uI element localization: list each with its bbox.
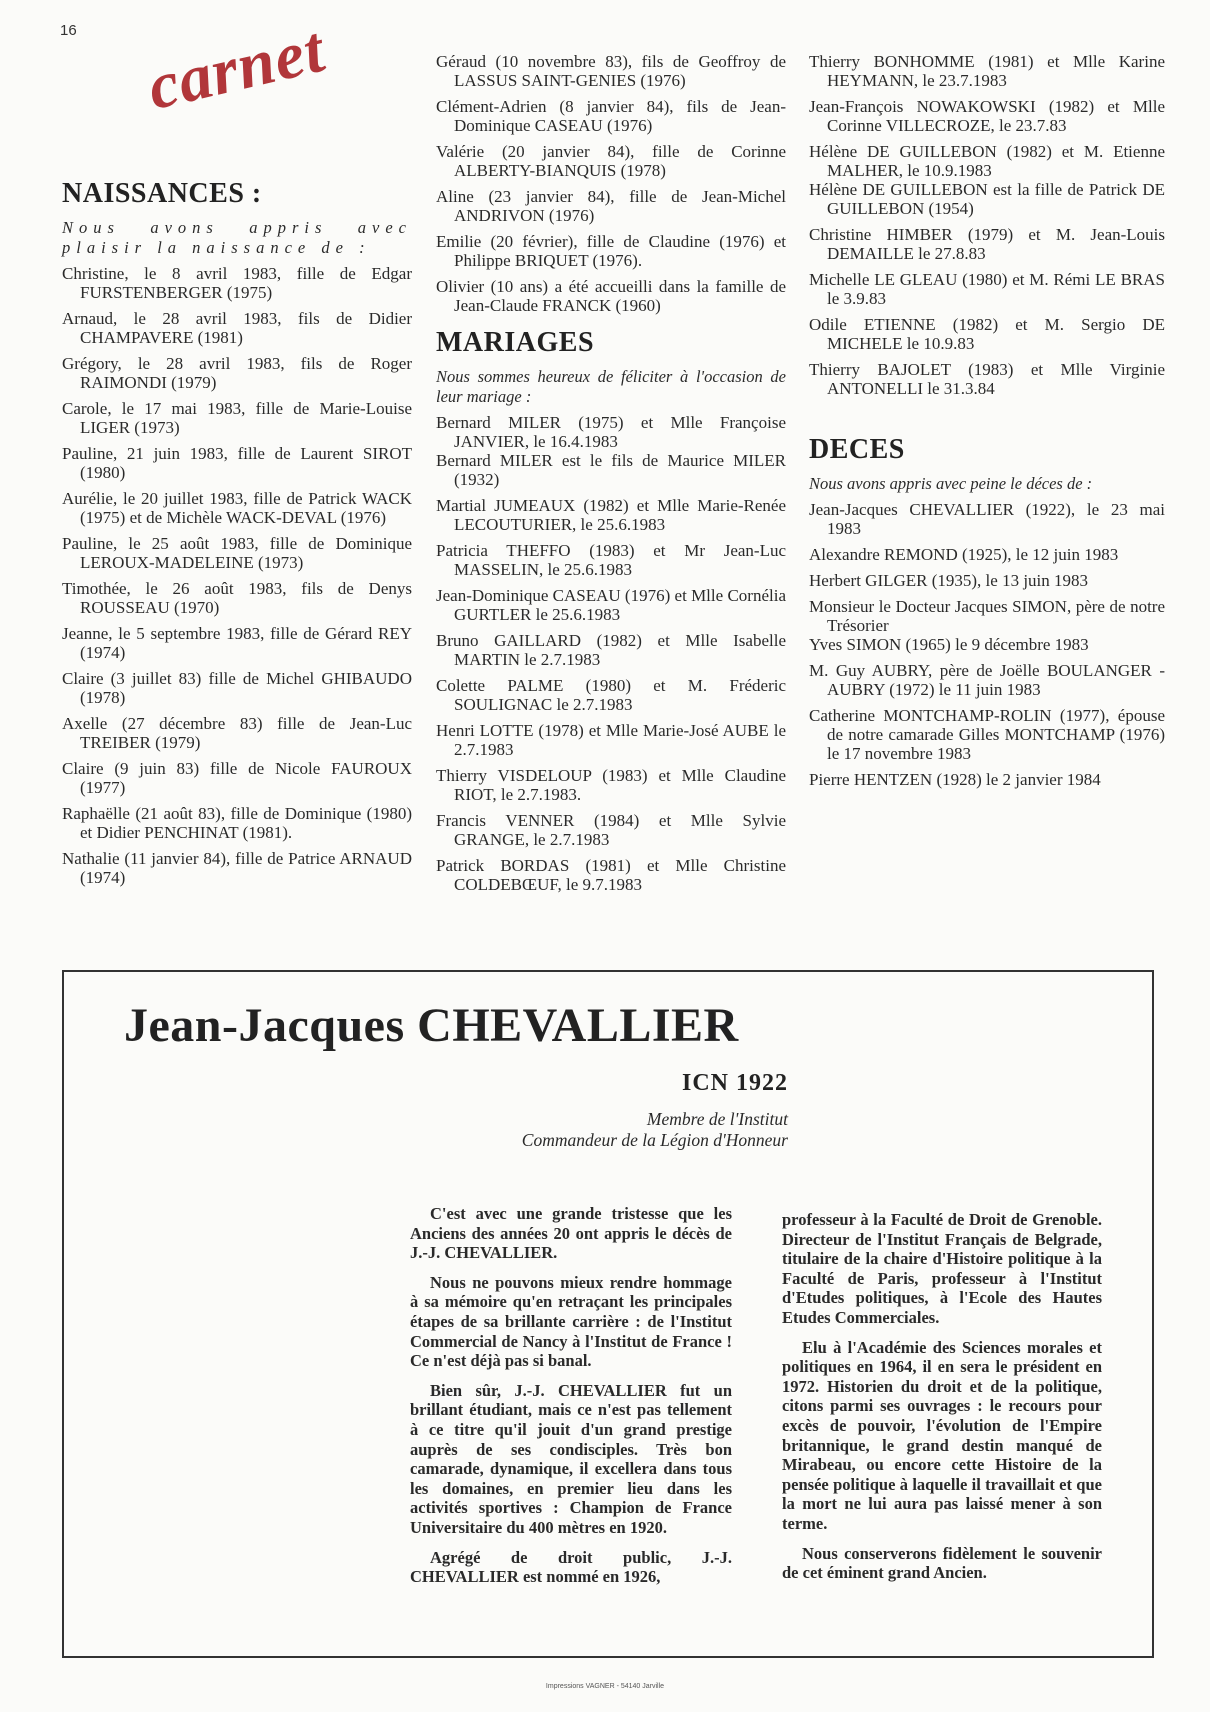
list-item [809,142,1165,218]
list-item [809,270,1165,308]
entry-note: Yves SIMON (1965) le 9 décembre 1983 [809,635,1089,654]
entry-text: Carole, le 17 mai 1983, fille de Marie-Louise LIGER (1973) [62,399,412,437]
entry-text: Bruno GAILLARD (1982) et Mlle Isabelle MARTIN le 2.7.1983 [436,631,786,669]
entry-text: Francis VENNER (1984) et Mlle Sylvie GRANGE, le 2.7.1983 [436,811,786,849]
list-item [62,849,412,887]
list-item [62,354,412,392]
list-item [809,545,1165,564]
heading-naissances: NAISSANCES : [62,178,262,209]
list-item [62,444,412,482]
heading-deces: DECES [809,434,905,465]
obituary-name: Jean-Jacques CHEVALLIER [124,999,739,1052]
entry-text: Aline (23 janvier 84), fille de Jean-Michel ANDRIVON (1976) [436,187,786,225]
list-item [809,97,1165,135]
list-item [809,500,1165,538]
list-item [436,631,786,669]
entry-text: Nathalie (11 janvier 84), fille de Patrice ARNAUD (1974) [62,849,412,887]
entry-text: Colette PALME (1980) et M. Fréderic SOULIGNAC le 2.7.1983 [436,676,786,714]
column-middle [436,52,786,901]
list-item [62,309,412,347]
list-item [809,597,1165,654]
obituary-promo: ICN 1922 [681,1070,788,1096]
list-item [436,721,786,759]
list-item [62,399,412,437]
entry-text: Pauline, 21 juin 1983, fille de Laurent SIROT (1980) [62,444,412,482]
list-item [436,52,786,90]
obituary-paragraph: Nous ne pouvons mieux rendre hommage à sa mémoire qu'en retraçant les principales étapes de sa brillante carrière : de l'Institut Commercial de Nancy à l'Institut de France ! Ce n'est déjà pas si banal. [410,1272,732,1371]
entry-text: Monsieur le Docteur Jacques SIMON, père de notre Trésorier [809,597,1165,635]
obituary-paragraph: Elu à l'Académie des Sciences morales et politiques en 1964, il en sera le président en 1972. Historien du droit et de la politique, citons parmi ses ouvrages : le recours pour excès de pouvoir, l'évolution de l'Empire britannique, le grand destin manqué de Mirabeau, ou encore cette Histoire de la pensée politique à laquelle il travaillait et que la mort ne lui aura pas laissé mener à son terme. [782,1337,1102,1533]
entry-text: Christine HIMBER (1979) et M. Jean-Louis DEMAILLE le 27.8.83 [809,225,1165,263]
list-item [809,315,1165,353]
entry-text: Jean-Jacques CHEVALLIER (1922), le 23 mai 1983 [809,500,1165,538]
entry-text: Bernard MILER (1975) et Mlle Françoise JANVIER, le 16.4.1983 [436,413,786,451]
entry-text: Thierry BAJOLET (1983) et Mlle Virginie ANTONELLI le 31.3.84 [809,360,1165,398]
list-item [436,811,786,849]
list-item [62,669,412,707]
obituary-paragraph: C'est avec une grande tristesse que les Anciens des années 20 ont appris le décès de J.-J. CHEVALLIER. [410,1204,732,1263]
list-item [436,586,786,624]
page-number: 16 [60,22,77,39]
entry-text: Thierry VISDELOUP (1983) et Mlle Claudine RIOT, le 2.7.1983. [436,766,786,804]
entry-text: Timothée, le 26 août 1983, fils de Denys ROUSSEAU (1970) [62,579,412,617]
entry-text: Pauline, le 25 août 1983, fille de Dominique LEROUX-MADELEINE (1973) [62,534,412,572]
entry-text: Claire (9 juin 83) fille de Nicole FAUROUX (1977) [62,759,412,797]
list-item [62,489,412,527]
intro-naissances: Nous avons appris avec plaisir la naissance de : [62,218,412,257]
obituary-column-left [410,1204,732,1597]
entry-text: Martial JUMEAUX (1982) et Mlle Marie-Renée LECOUTURIER, le 25.6.1983 [436,496,786,534]
entry-text: Arnaud, le 28 avril 1983, fils de Didier CHAMPAVERE (1981) [62,309,412,347]
entry-text: Grégory, le 28 avril 1983, fils de Roger RAIMONDI (1979) [62,354,412,392]
obituary-paragraph: Bien sûr, J.-J. CHEVALLIER fut un brillant étudiant, mais ce n'est pas tellement à ce titre qu'il jouit d'un grand prestige auprès de ses condisciples. Très bon camarade, dynamique, il excellera dans tous les domaines, en premier lieu dans les activités sportives : Champion de France Universitaire du 400 mètres en 1920. [410,1380,732,1537]
entry-text: Odile ETIENNE (1982) et M. Sergio DE MICHELE le 10.9.83 [809,315,1165,353]
obituary-title-institut: Membre de l'Institut [646,1109,788,1129]
entry-text: Patrick BORDAS (1981) et Mlle Christine COLDEBŒUF, le 9.7.1983 [436,856,786,894]
entry-text: Valérie (20 janvier 84), fille de Corinne ALBERTY-BIANQUIS (1978) [436,142,786,180]
entry-text: Christine, le 8 avril 1983, fille de Edgar FURSTENBERGER (1975) [62,264,412,302]
entry-text: Hélène DE GUILLEBON (1982) et M. Etienne MALHER, le 10.9.1983 [809,142,1165,180]
entry-text: Clément-Adrien (8 janvier 84), fils de Jean-Dominique CASEAU (1976) [436,97,786,135]
list-item [809,706,1165,763]
list-mariages [436,413,786,894]
list-item [436,277,786,315]
list-item [436,187,786,225]
entry-text: Herbert GILGER (1935), le 13 juin 1983 [809,571,1089,590]
list-item [62,624,412,662]
list-item [62,579,412,617]
entry-text: Pierre HENTZEN (1928) le 2 janvier 1984 [809,770,1101,789]
heading-mariages: MARIAGES [436,327,595,358]
obituary-paragraph: Agrégé de droit public, J.-J. CHEVALLIER est nommé en 1926, [410,1547,732,1587]
list-item [809,52,1165,90]
list-item [436,97,786,135]
list-item [62,804,412,842]
obituary-paragraph: professeur à la Faculté de Droit de Grenoble. Directeur de l'Institut Français de Belgrade, titulaire de la chaire d'Histoire politique à la Faculté de Paris, professeur à l'Institut d'Etudes politiques, à l'Ecole des Hautes Etudes Commerciales. [782,1210,1102,1327]
entry-note: Hélène DE GUILLEBON est la fille de Patrick DE GUILLEBON (1954) [809,180,1165,218]
list-naissances [62,264,412,887]
entry-text: Axelle (27 décembre 83) fille de Jean-Luc TREIBER (1979) [62,714,412,752]
entry-text: Henri LOTTE (1978) et Mlle Marie-José AUBE le 2.7.1983 [436,721,786,759]
entry-text: Olivier (10 ans) a été accueilli dans la famille de Jean-Claude FRANCK (1960) [436,277,786,315]
list-item [62,759,412,797]
column-right [809,52,1165,796]
obituary-box [62,970,1154,1658]
list-item [436,413,786,489]
obituary-column-right [782,1210,1102,1593]
list-item [62,534,412,572]
entry-text: Patricia THEFFO (1983) et Mr Jean-Luc MASSELIN, le 25.6.1983 [436,541,786,579]
entry-text: Emilie (20 février), fille de Claudine (1976) et Philippe BRIQUET (1976). [436,232,786,270]
intro-deces: Nous avons appris avec peine le déces de : [809,474,1093,493]
obituary-paragraph: Nous conserverons fidèlement le souvenir de cet éminent grand Ancien. [782,1543,1102,1583]
list-item [62,714,412,752]
list-item [436,856,786,894]
column-naissances [62,178,412,894]
list-item [436,232,786,270]
list-deces [809,500,1165,789]
list-naissances-continued [436,52,786,315]
list-item [436,496,786,534]
list-item [809,571,1165,590]
entry-text: Thierry BONHOMME (1981) et Mlle Karine HEYMANN, le 23.7.1983 [809,52,1165,90]
entry-text: Jean-François NOWAKOWSKI (1982) et Mlle Corinne VILLECROZE, le 23.7.83 [809,97,1165,135]
entry-text: Géraud (10 novembre 83), fils de Geoffroy de LASSUS SAINT-GENIES (1976) [436,52,786,90]
list-item [62,264,412,302]
entry-text: Catherine MONTCHAMP-ROLIN (1977), épouse de notre camarade Gilles MONTCHAMP (1976) le 17 novembre 1983 [809,706,1165,763]
list-item [809,661,1165,699]
list-mariages-continued [809,52,1165,398]
list-item [809,225,1165,263]
entry-text: Jeanne, le 5 septembre 1983, fille de Gérard REY (1974) [62,624,412,662]
intro-mariages: Nous sommes heureux de féliciter à l'occasion de leur mariage : [436,367,786,406]
list-item [436,766,786,804]
entry-text: M. Guy AUBRY, père de Joëlle BOULANGER - AUBRY (1972) le 11 juin 1983 [809,661,1165,699]
list-item [436,142,786,180]
list-item [809,770,1165,789]
entry-text: Michelle LE GLEAU (1980) et M. Rémi LE BRAS le 3.9.83 [809,270,1165,308]
entry-note: Bernard MILER est le fils de Maurice MILER (1932) [436,451,786,489]
obituary-title-legion: Commandeur de la Légion d'Honneur [521,1130,788,1150]
entry-text: Jean-Dominique CASEAU (1976) et Mlle Cornélia GURTLER le 25.6.1983 [436,586,786,624]
list-item [436,676,786,714]
entry-text: Raphaëlle (21 août 83), fille de Dominique (1980) et Didier PENCHINAT (1981). [62,804,412,842]
entry-text: Alexandre REMOND (1925), le 12 juin 1983 [809,545,1119,564]
printer-credit: Impressions VAGNER - 54140 Jarville [545,1683,665,1690]
entry-text: Claire (3 juillet 83) fille de Michel GHIBAUDO (1978) [62,669,412,707]
entry-text: Aurélie, le 20 juillet 1983, fille de Patrick WACK (1975) et de Michèle WACK-DEVAL (1976) [62,489,412,527]
list-item [436,541,786,579]
list-item [809,360,1165,398]
section-title-carnet: carnet [141,12,332,125]
